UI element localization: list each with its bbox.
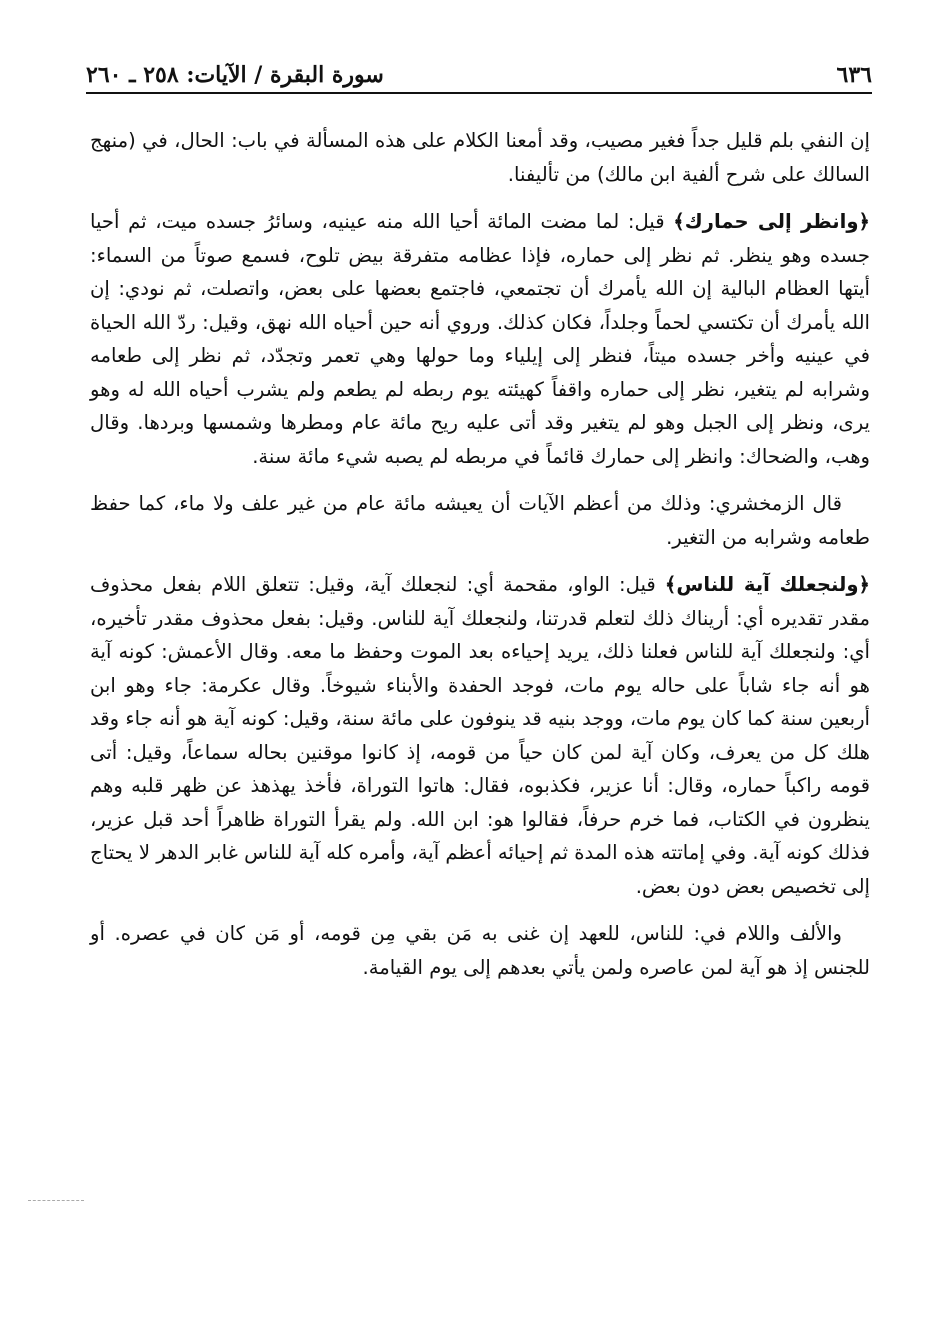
paragraph xyxy=(90,568,870,903)
running-title: سورة البقرة / الآيات: ٢٥٨ ـ ٢٦٠ xyxy=(86,62,384,88)
paragraph xyxy=(90,487,870,554)
quranic-phrase: ﴿ولنجعلك آية للناس﴾ xyxy=(664,573,870,596)
header-rule xyxy=(86,92,872,94)
paragraph xyxy=(90,205,870,473)
page-number: ٦٣٦ xyxy=(836,62,872,88)
page-header xyxy=(86,58,872,92)
paragraph-text: إن النفي بلم قليل جداً فغير مصيب، وقد أمعنا الكلام على هذه المسألة في باب: الحال، في (منهج السالك على شرح ألفية ابن مالك) من تأليفنا. xyxy=(90,129,870,186)
quranic-phrase: ﴿وانظر إلى حمارك﴾ xyxy=(673,210,870,233)
page-body xyxy=(90,124,870,998)
paragraph xyxy=(90,917,870,984)
paragraph xyxy=(90,124,870,191)
paragraph-text: قيل: لما مضت المائة أحيا الله منه عينيه، وسائرُ جسده ميت، ثم أحيا جسده وهو ينظر. ثم نظر إلى حماره، فإذا عظامه متفرقة بيض تلوح، فسمع صوتاً من السماء: أيتها العظام البالية إن الله يأمرك أن تجتمعي، فاجتمع بعضها على بعض، واتصلت، ثم نودي: إن الله يأمرك أن تكتسي لحماً وجلداً، فكان كذلك. وروي أنه حين أحياه الله نهق، وقيل: ردّ الله الحياة في عينيه وأخر جسده ميتاً، فنظر إلى إيلياء وما حولها وهي تعمر وتجدّد، ثم نظر إلى طعامه وشرابه لم يتغير، نظر إلى حماره واقفاً كهيئته يوم ربطه لم يطعم ولم يشرب أحياه الله له وهو يرى، ونظر إلى الجبل وهو لم يتغير وقد أتى عليه ريح مائة عام ومطرها وشمسها وبردها. وقال وهب، والضحاك: وانظر إلى حمارك قائماً في مربطه لم يصبه شيء مائة سنة. xyxy=(90,210,870,468)
scan-margin-mark xyxy=(28,1200,84,1201)
paragraph-text: قيل: الواو، مقحمة أي: لنجعلك آية، وقيل: تتعلق اللام بفعل محذوف مقدر تقديره أي: أريناك ذلك لتعلم قدرتنا، ولنجعلك آية للناس. وقيل: بفعل محذوف مقدر تأخيره، أي: ولنجعلك آية للناس فعلنا ذلك، يريد إحياءه بعد الموت وحفظ ما معه. وقال الأعمش: كونه آية هو أنه جاء شاباً على حاله يوم مات، فوجد الحفدة والأبناء شيوخاً. وقال عكرمة: جاء وهو ابن أربعين سنة كما كان يوم مات، ووجد بنيه قد ينوفون على مائة سنة، وقيل: كونه آية هو أنه جاء وقد هلك كل من يعرف، وكان آية لمن كان حياً من قومه، إذ كانوا موقنين بحاله سماعاً، وقيل: أتى قومه راكباً حماره، وقال: أنا عزير، فكذبوه، فقال: هاتوا التوراة، فأخذ يهذهذ عن ظهر قلبه وهم ينظرون في الكتاب، فما خرم حرفاً، فقالوا هو: ابن الله. ولم يقرأ التوراة ظاهراً أحد قبل عزير، فذلك كونه آية. وفي إماتته هذه المدة ثم إحيائه أعظم آية، وأمره كله آية للناس غابر الدهر لا يحتاج إلى تخصيص بعض دون بعض. xyxy=(90,573,870,898)
paragraph-text: والألف واللام في: للناس، للعهد إن غنى به مَن بقي مِن قومه، أو مَن كان في عصره. أو للجنس إذ هو آية لمن عاصره ولمن يأتي بعدهم إلى يوم القيامة. xyxy=(90,922,870,979)
paragraph-text: قال الزمخشري: وذلك من أعظم الآيات أن يعيشه مائة عام من غير علف ولا ماء، كما حفظ طعامه وشرابه من التغير. xyxy=(90,492,870,549)
